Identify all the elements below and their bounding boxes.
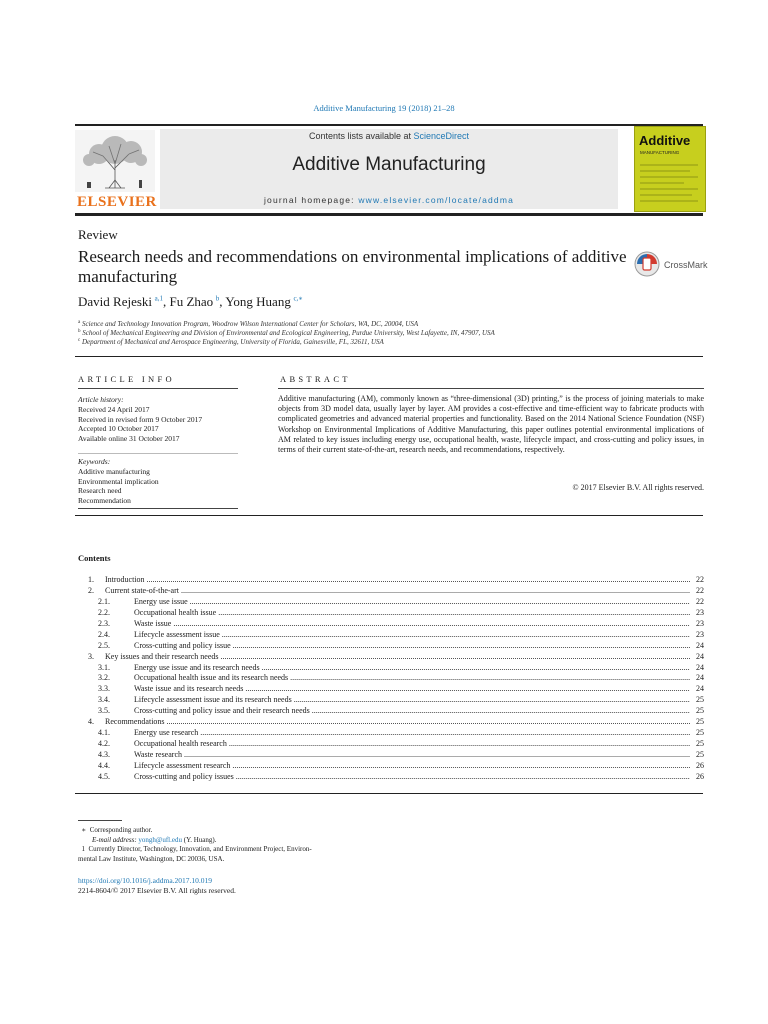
toc-title-link[interactable]: Introduction ..... xyxy=(105,575,690,586)
corresponding-author-text: Corresponding author. xyxy=(89,826,153,834)
article-history xyxy=(78,395,202,444)
sciencedirect-link[interactable]: ScienceDirect xyxy=(413,131,470,141)
article-info-bottom-rule xyxy=(78,508,238,509)
toc-entry[interactable] xyxy=(78,608,704,619)
abstract-bottom-rule xyxy=(75,515,703,516)
toc-title-link[interactable]: Waste issue and its research needs ..... xyxy=(134,684,690,695)
toc-page-number: 26 xyxy=(690,761,704,772)
article-title: Research needs and recommendations on environmental implications of additive manufacturing xyxy=(78,247,627,286)
footnote-1-text-cont: mental Law Institute, Washington, DC 20036, USA. xyxy=(78,854,225,863)
article-history-heading: Article history: xyxy=(78,395,124,404)
journal-cover-thumbnail[interactable] xyxy=(634,126,706,212)
contents-prefix: Contents lists available at xyxy=(308,131,414,141)
keyword: Environmental implication xyxy=(78,476,159,486)
toc-entry[interactable] xyxy=(78,575,704,586)
affiliation xyxy=(78,338,384,346)
affiliation-mark: c xyxy=(78,338,81,343)
toc-title-link[interactable]: Lifecycle assessment issue and its research needs ..... xyxy=(134,695,690,706)
toc-number: 4. xyxy=(88,717,94,727)
toc-number: 1. xyxy=(88,575,94,584)
toc-entry[interactable] xyxy=(78,717,704,728)
email-label: E-mail address: xyxy=(92,836,137,844)
footnote-mark: 1 xyxy=(81,845,85,853)
toc-number: 4.5. xyxy=(98,771,110,781)
toc-title-link[interactable]: Energy use research ..... xyxy=(134,728,690,739)
history-item: Received 24 April 2017 xyxy=(78,404,150,414)
toc-number: 3.2. xyxy=(98,673,110,683)
toc-entry[interactable] xyxy=(78,673,704,684)
doi-link[interactable]: https://doi.org/10.1016/j.addma.2017.10.019 xyxy=(78,876,213,885)
header-rule xyxy=(75,356,703,357)
issn-line: 2214-8604/© 2017 Elsevier B.V. All rights reserved. xyxy=(78,886,236,895)
cover-subtitle: MANUFACTURING xyxy=(640,150,680,155)
toc-entry[interactable] xyxy=(78,695,704,706)
toc-number: 3.3. xyxy=(98,684,110,694)
toc-number: 3.5. xyxy=(98,706,110,716)
toc-page-number: 25 xyxy=(690,728,704,739)
elsevier-wordmark[interactable]: ELSEVIER xyxy=(77,194,157,210)
toc-entry[interactable] xyxy=(78,728,704,739)
toc-number: 3.1. xyxy=(98,662,110,672)
toc-title-link[interactable]: Occupational health issue ..... xyxy=(134,608,690,619)
toc-page-number: 22 xyxy=(690,586,704,597)
abstract-rule xyxy=(278,388,704,389)
toc-entry[interactable] xyxy=(78,619,704,630)
toc-title-link[interactable]: Waste research ..... xyxy=(134,750,690,761)
toc-page-number: 24 xyxy=(690,652,704,663)
toc-page-number: 24 xyxy=(690,673,704,684)
keyword: Research need xyxy=(78,486,122,496)
toc-number: 2.2. xyxy=(98,607,110,617)
toc-title-link[interactable]: Key issues and their research needs ..... xyxy=(105,652,690,663)
article-info-divider xyxy=(78,453,238,454)
abstract-text: Additive manufacturing (AM), commonly known as “three-dimensional (3D) printing,” is the process of joining materials to make objects from 3D model data, usually layer by layer. AM provides a cost-effective and time-efficient way to fabricate products with complicated geometries and advanced material properties and functionality. Based on the 2014 National Science Foundation (NSF) Workshop on Environmental Implications of Additive Manufacturing, this paper outlines potential environmental implications of AM related to key issues including energy use, occupational health, waste, lifecycle impact, and cross-cutting and policy issues, in terms of their current state-of-the-art, research needs, and recommendations, respectively. xyxy=(278,394,704,455)
footnote-1-text: Currently Director, Technology, Innovation, and Environment Project, Environ- xyxy=(88,845,312,853)
toc-title-link[interactable]: Occupational health research ..... xyxy=(134,739,690,750)
abstract-copyright: © 2017 Elsevier B.V. All rights reserved. xyxy=(572,483,704,492)
history-item: Available online 31 October 2017 xyxy=(78,434,180,444)
email-suffix: (Y. Huang). xyxy=(183,836,217,844)
masthead-top-rule xyxy=(75,124,703,126)
journal-homepage xyxy=(160,195,618,205)
contents-availability xyxy=(160,131,618,141)
toc-title-link[interactable]: Energy use issue ..... xyxy=(134,597,690,608)
toc-page-number: 23 xyxy=(690,608,704,619)
toc-number: 2.5. xyxy=(98,640,110,650)
toc-page-number: 24 xyxy=(690,641,704,652)
masthead-bottom-rule xyxy=(75,213,703,216)
toc-page-number: 26 xyxy=(690,772,704,783)
contents-bottom-rule xyxy=(75,793,703,794)
toc-title-link[interactable]: Recommendations ..... xyxy=(105,717,690,728)
toc-title-link[interactable]: Cross-cutting and policy issue and their research needs ..... xyxy=(134,706,690,717)
affiliation-text: School of Mechanical Engineering and Division of Environmental and Ecological Engineering, Purdue University, West Lafayette, IN, 47907, USA xyxy=(82,329,495,337)
abstract-label: ABSTRACT xyxy=(280,374,351,384)
history-item: Received in revised form 9 October 2017 xyxy=(78,414,203,424)
toc-page-number: 22 xyxy=(690,575,704,586)
toc-title-link[interactable]: Lifecycle assessment research ..... xyxy=(134,761,690,772)
journal-citation[interactable]: Additive Manufacturing 19 (2018) 21–28 xyxy=(313,103,455,113)
toc-page-number: 22 xyxy=(690,597,704,608)
toc-number: 4.2. xyxy=(98,739,110,749)
toc-number: 4.1. xyxy=(98,728,110,738)
author-list: David Rejeski $^{a,1}$, Fu Zhao $^b$, Yong Huang $^{c,∗}$ xyxy=(78,294,304,309)
toc-title-link[interactable]: Cross-cutting and policy issues ..... xyxy=(134,772,690,783)
toc-entry[interactable] xyxy=(78,761,704,772)
toc-title-link[interactable]: Cross-cutting and policy issue ..... xyxy=(134,641,690,652)
toc-number: 4.3. xyxy=(98,750,110,759)
toc-number: 2.1. xyxy=(98,596,110,606)
toc-number: 4.4. xyxy=(98,760,110,770)
corresponding-author-note xyxy=(78,826,152,836)
table-of-contents xyxy=(78,575,704,783)
affiliation xyxy=(78,329,495,337)
homepage-link[interactable]: www.elsevier.com/locate/addma xyxy=(358,195,515,205)
toc-title-link[interactable]: Waste issue ..... xyxy=(134,619,690,630)
toc-entry[interactable] xyxy=(78,597,704,608)
toc-page-number: 25 xyxy=(690,706,704,717)
toc-entry[interactable] xyxy=(78,706,704,717)
toc-number: 2. xyxy=(88,585,94,595)
footnote-mark: ∗ xyxy=(81,826,87,834)
affiliation-text: Department of Mechanical and Aerospace Engineering, University of Florida, Gainesville, FL, 32611, USA xyxy=(81,338,384,346)
affiliation-mark: b xyxy=(78,329,81,334)
toc-page-number: 25 xyxy=(690,750,704,761)
author-marks[interactable]: a,1 xyxy=(154,294,163,303)
toc-page-number: 23 xyxy=(690,619,704,630)
toc-title-link[interactable]: Current state-of-the-art ..... xyxy=(105,586,690,597)
toc-number: 3.4. xyxy=(98,695,110,705)
toc-entry[interactable] xyxy=(78,772,704,783)
keywords xyxy=(78,457,159,506)
author-marks[interactable]: c,∗ xyxy=(293,294,304,303)
toc-entry[interactable] xyxy=(78,684,704,695)
homepage-prefix: journal homepage: xyxy=(263,195,359,205)
toc-entry[interactable] xyxy=(78,652,704,663)
email-link[interactable]: yongh@ufl.edu xyxy=(138,836,182,844)
toc-number: 2.4. xyxy=(98,629,110,639)
toc-page-number: 23 xyxy=(690,630,704,641)
toc-entry[interactable] xyxy=(78,586,704,597)
contents-heading: Contents xyxy=(78,553,111,563)
toc-page-number: 25 xyxy=(690,739,704,750)
toc-title-link[interactable]: Lifecycle assessment issue ..... xyxy=(134,630,690,641)
cover-title: Additive xyxy=(639,133,691,148)
journal-title: Additive Manufacturing xyxy=(292,154,486,175)
toc-number: 2.3. xyxy=(98,618,110,628)
footnote-1 xyxy=(78,845,312,864)
toc-entry[interactable] xyxy=(78,630,704,641)
toc-entry[interactable] xyxy=(78,641,704,652)
author-name[interactable]: Yong Huang xyxy=(225,294,291,309)
toc-entry[interactable] xyxy=(78,739,704,750)
history-item: Accepted 10 October 2017 xyxy=(78,424,159,434)
toc-page-number: 25 xyxy=(690,717,704,728)
footnote-rule xyxy=(78,820,122,821)
cover-art-icon xyxy=(640,161,698,205)
author-marks[interactable]: b xyxy=(215,294,220,303)
keyword: Recommendation xyxy=(78,496,131,506)
affiliation-text: Science and Technology Innovation Program, Woodrow Wilson International Center for Scholars, WA, DC, 20004, USA xyxy=(81,320,419,328)
article-info-rule xyxy=(78,388,238,389)
keywords-heading: Keywords: xyxy=(78,457,111,466)
crossmark-label[interactable]: CrossMark xyxy=(664,260,708,270)
toc-entry[interactable] xyxy=(78,663,704,674)
article-type: Review xyxy=(78,227,118,242)
article-info-label: ARTICLE INFO xyxy=(78,374,175,384)
toc-number: 3. xyxy=(88,651,94,661)
keyword: Additive manufacturing xyxy=(78,466,150,476)
toc-page-number: 24 xyxy=(690,663,704,674)
toc-page-number: 24 xyxy=(690,684,704,695)
toc-entry[interactable] xyxy=(78,750,704,761)
toc-title-link[interactable]: Energy use issue and its research needs ..... xyxy=(134,663,690,674)
toc-title-link[interactable]: Occupational health issue and its research needs ..... xyxy=(134,673,690,684)
author-name[interactable]: Fu Zhao xyxy=(169,294,214,309)
affiliation-mark: a xyxy=(78,320,81,325)
affiliation xyxy=(78,320,418,328)
author-name[interactable]: David Rejeski xyxy=(78,294,153,309)
toc-page-number: 25 xyxy=(690,695,704,706)
